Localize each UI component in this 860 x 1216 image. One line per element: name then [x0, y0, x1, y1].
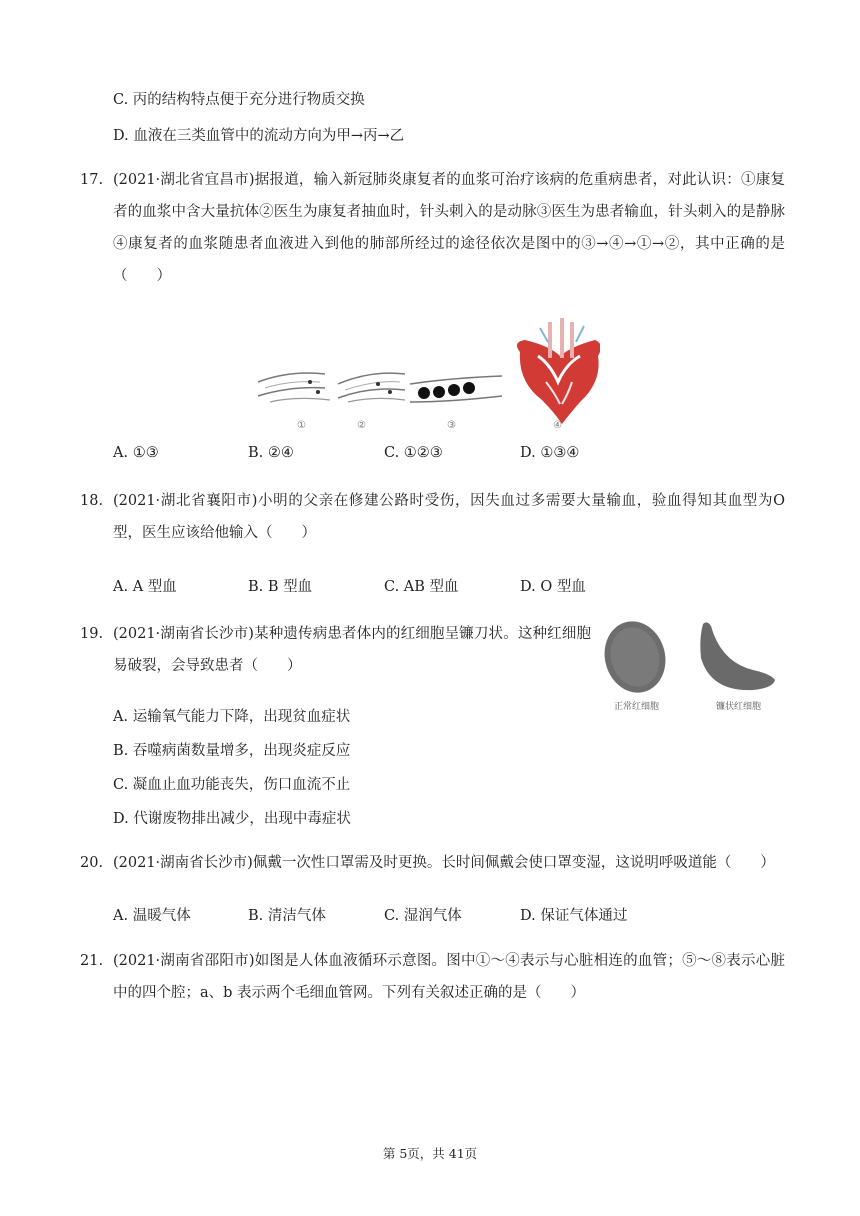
q18-number: 18. — [80, 493, 104, 509]
q17-figure — [250, 312, 600, 436]
q19-number: 19. — [80, 626, 104, 642]
q17-option-d: D. ①③④ — [520, 445, 580, 461]
q18-option-b: B. B 型血 — [248, 579, 313, 595]
q17-option-c: C. ①②③ — [384, 445, 443, 461]
q18-option-c: C. AB 型血 — [384, 579, 459, 595]
page-footer: 第 5页，共 41页 — [382, 1146, 478, 1161]
q20-text: (2021·湖南省长沙市)佩戴一次性口罩需及时更换。长时间佩戴会使口罩变湿，这说明呼吸道能（ ） — [113, 855, 775, 871]
q17-text: (2021·湖北省宜昌市)据报道，输入新冠肺炎康复者的血浆可治疗该病的危重病患者，对此认识：①康复者的血浆中含大量抗体②医生为康复者抽血时，针头刺入的是动脉③医生为患者输血，针头刺入的是静脉④康复者的血浆随患者血液进入到他的肺部所经过的途径依次是图中的③→④→①→②，其中正确的是（ ） — [113, 172, 785, 284]
q20-option-a: A. 温暖气体 — [113, 908, 191, 924]
vessel-2-icon — [338, 373, 405, 402]
q21-text: (2021·湖南省邵阳市)如图是人体血液循环示意图。图中①～④表示与心脏相连的血管；⑤～⑧表示心脏中的四个腔；a、b 表示两个毛细血管网。下列有关叙述正确的是（ ） — [113, 953, 785, 1001]
q17-figure-label-1: ① — [297, 420, 306, 431]
q21-number: 21. — [80, 953, 104, 969]
q19-option-d: D. 代谢废物排出减少，出现中毒症状 — [113, 811, 351, 827]
heart-icon — [517, 318, 600, 424]
q19-label-sickle: 镰状红细胞 — [716, 702, 762, 712]
q19-figure — [603, 612, 783, 702]
q17-number: 17. — [80, 172, 104, 188]
q20-option-d: D. 保证气体通过 — [520, 908, 628, 924]
q17-figure-label-3: ③ — [447, 420, 456, 431]
q18-text: (2021·湖北省襄阳市)小明的父亲在修建公路时受伤，因失血过多需要大量输血，验血得知其血型为O型，医生应该给他输入（ ） — [113, 493, 785, 541]
normal-red-cell-icon — [603, 614, 673, 699]
q20-option-b: B. 清洁气体 — [248, 908, 326, 924]
q17-option-a: A. ①③ — [113, 445, 159, 461]
q17-option-b: B. ②④ — [248, 445, 294, 461]
q18-option-d: D. O 型血 — [520, 579, 586, 595]
q17-figure-label-2: ② — [357, 420, 366, 431]
q18-option-a: A. A 型血 — [113, 579, 177, 595]
q17-figure-label-4: ④ — [553, 420, 562, 431]
sickle-red-cell-icon — [700, 622, 775, 690]
prev-option-d: D. 血液在三类血管中的流动方向为甲→丙→乙 — [113, 128, 405, 144]
q19-text: (2021·湖南省长沙市)某种遗传病患者体内的红细胞呈镰刀状。这种红细胞易破裂，会导致患者（ ） — [113, 626, 591, 674]
q19-option-a: A. 运输氧气能力下降，出现贫血症状 — [113, 709, 351, 725]
q20-option-c: C. 湿润气体 — [384, 908, 462, 924]
q19-option-b: B. 吞噬病菌数量增多，出现炎症反应 — [113, 743, 351, 759]
capillary-icon — [410, 376, 502, 402]
q19-option-c: C. 凝血止血功能丧失，伤口血流不止 — [113, 777, 351, 793]
prev-option-c: C. 丙的结构特点便于充分进行物质交换 — [113, 92, 365, 108]
vessel-1-icon — [258, 373, 330, 402]
q19-label-normal: 正常红细胞 — [614, 702, 660, 712]
q20-number: 20. — [80, 855, 104, 871]
